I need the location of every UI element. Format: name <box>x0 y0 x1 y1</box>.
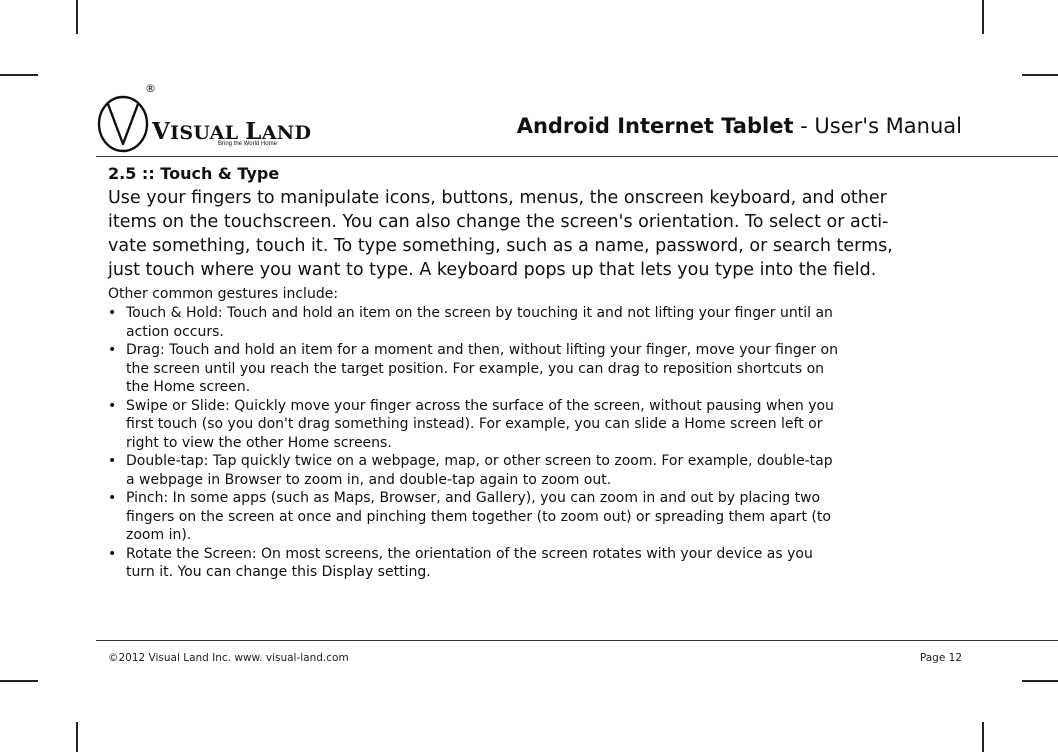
list-item-line: the Home screen. <box>126 379 251 395</box>
logo-tagline: Bring the World Home <box>218 141 277 147</box>
list-item-double-tap <box>108 452 980 489</box>
gesture-list <box>108 304 980 582</box>
list-item-line: turn it. You can change this Display setting. <box>126 564 431 580</box>
document-title <box>517 114 962 138</box>
gestures-lead: Other common gestures include: <box>108 286 339 302</box>
list-item-line: • Pinch: In some apps (such as Maps, Browser, and Gallery), you can zoom in and out by placing two <box>126 490 821 506</box>
crop-mark-top-right <box>982 0 984 34</box>
registered-mark: ® <box>145 82 156 95</box>
list-item-line: fingers on the screen at once and pinching them together (to zoom out) or spreading them apart (to <box>126 508 831 525</box>
crop-mark-bottom-left <box>76 722 78 752</box>
header-divider <box>96 156 1058 157</box>
list-item-line: • Drag: Touch and hold an item for a moment and then, without lifting your finger, move your finger on <box>126 342 838 358</box>
list-item-line: action occurs. <box>126 323 224 340</box>
list-item-touch-hold <box>108 304 980 341</box>
logo-brand-rest-v: ISUAL <box>170 122 239 144</box>
logo-brand-rest-l: AND <box>261 122 312 144</box>
crop-mark-right-bottom <box>1022 680 1058 682</box>
list-item-line: • Touch & Hold: Touch and hold an item on the screen by touching it and not lifting your finger until an <box>126 305 833 321</box>
document-title-rest: - User's Manual <box>793 114 962 138</box>
document-title-bold: Android Internet Tablet <box>516 114 794 138</box>
intro-paragraph <box>108 186 968 282</box>
intro-line: Use your fingers to manipulate icons, buttons, menus, the onscreen keyboard, and other <box>108 188 887 208</box>
logo-brand-initial-l: L <box>245 118 262 145</box>
list-item-swipe <box>108 397 980 453</box>
list-item-line: the screen until you reach the target position. For example, you can drag to reposition shortcuts on <box>126 360 825 377</box>
list-item-drag <box>108 341 980 397</box>
page-number: Page 12 <box>919 652 962 664</box>
crop-mark-left-top <box>0 74 38 76</box>
list-item-line: • Swipe or Slide: Quickly move your finger across the surface of the screen, without pausing when you <box>126 397 834 414</box>
footer-copyright: ©2012 Visual Land Inc. www. visual-land.com <box>108 652 349 664</box>
list-item-line: zoom in). <box>126 527 192 543</box>
crop-mark-right-top <box>1022 74 1058 76</box>
list-item-rotate <box>108 545 980 582</box>
footer-divider <box>96 640 1058 641</box>
list-item-line: right to view the other Home screens. <box>126 434 392 451</box>
list-item-line: a webpage in Browser to zoom in, and double-tap again to zoom out. <box>126 471 612 488</box>
crop-mark-left-bottom <box>0 680 38 682</box>
section-heading: 2.5 :: Touch & Type <box>108 164 280 183</box>
list-item-line: first touch (so you don't drag something instead). For example, you can slide a Home screen left or <box>126 416 823 432</box>
crop-mark-bottom-right <box>982 722 984 752</box>
crop-mark-top-left <box>76 0 78 34</box>
logo-brand-initial-v: V <box>152 118 171 145</box>
intro-line: vate something, touch it. To type something, such as a name, password, or search terms, <box>108 236 893 256</box>
intro-line: just touch where you want to type. A keyboard pops up that lets you type into the field. <box>108 260 877 280</box>
intro-line: items on the touchscreen. You can also change the screen's orientation. To select or acti- <box>108 212 889 232</box>
list-item-pinch <box>108 489 980 545</box>
list-item-line: • Double-tap: Tap quickly twice on a webpage, map, or other screen to zoom. For example, double-tap <box>126 453 833 469</box>
list-item-line: • Rotate the Screen: On most screens, the orientation of the screen rotates with your device as you <box>126 545 813 562</box>
